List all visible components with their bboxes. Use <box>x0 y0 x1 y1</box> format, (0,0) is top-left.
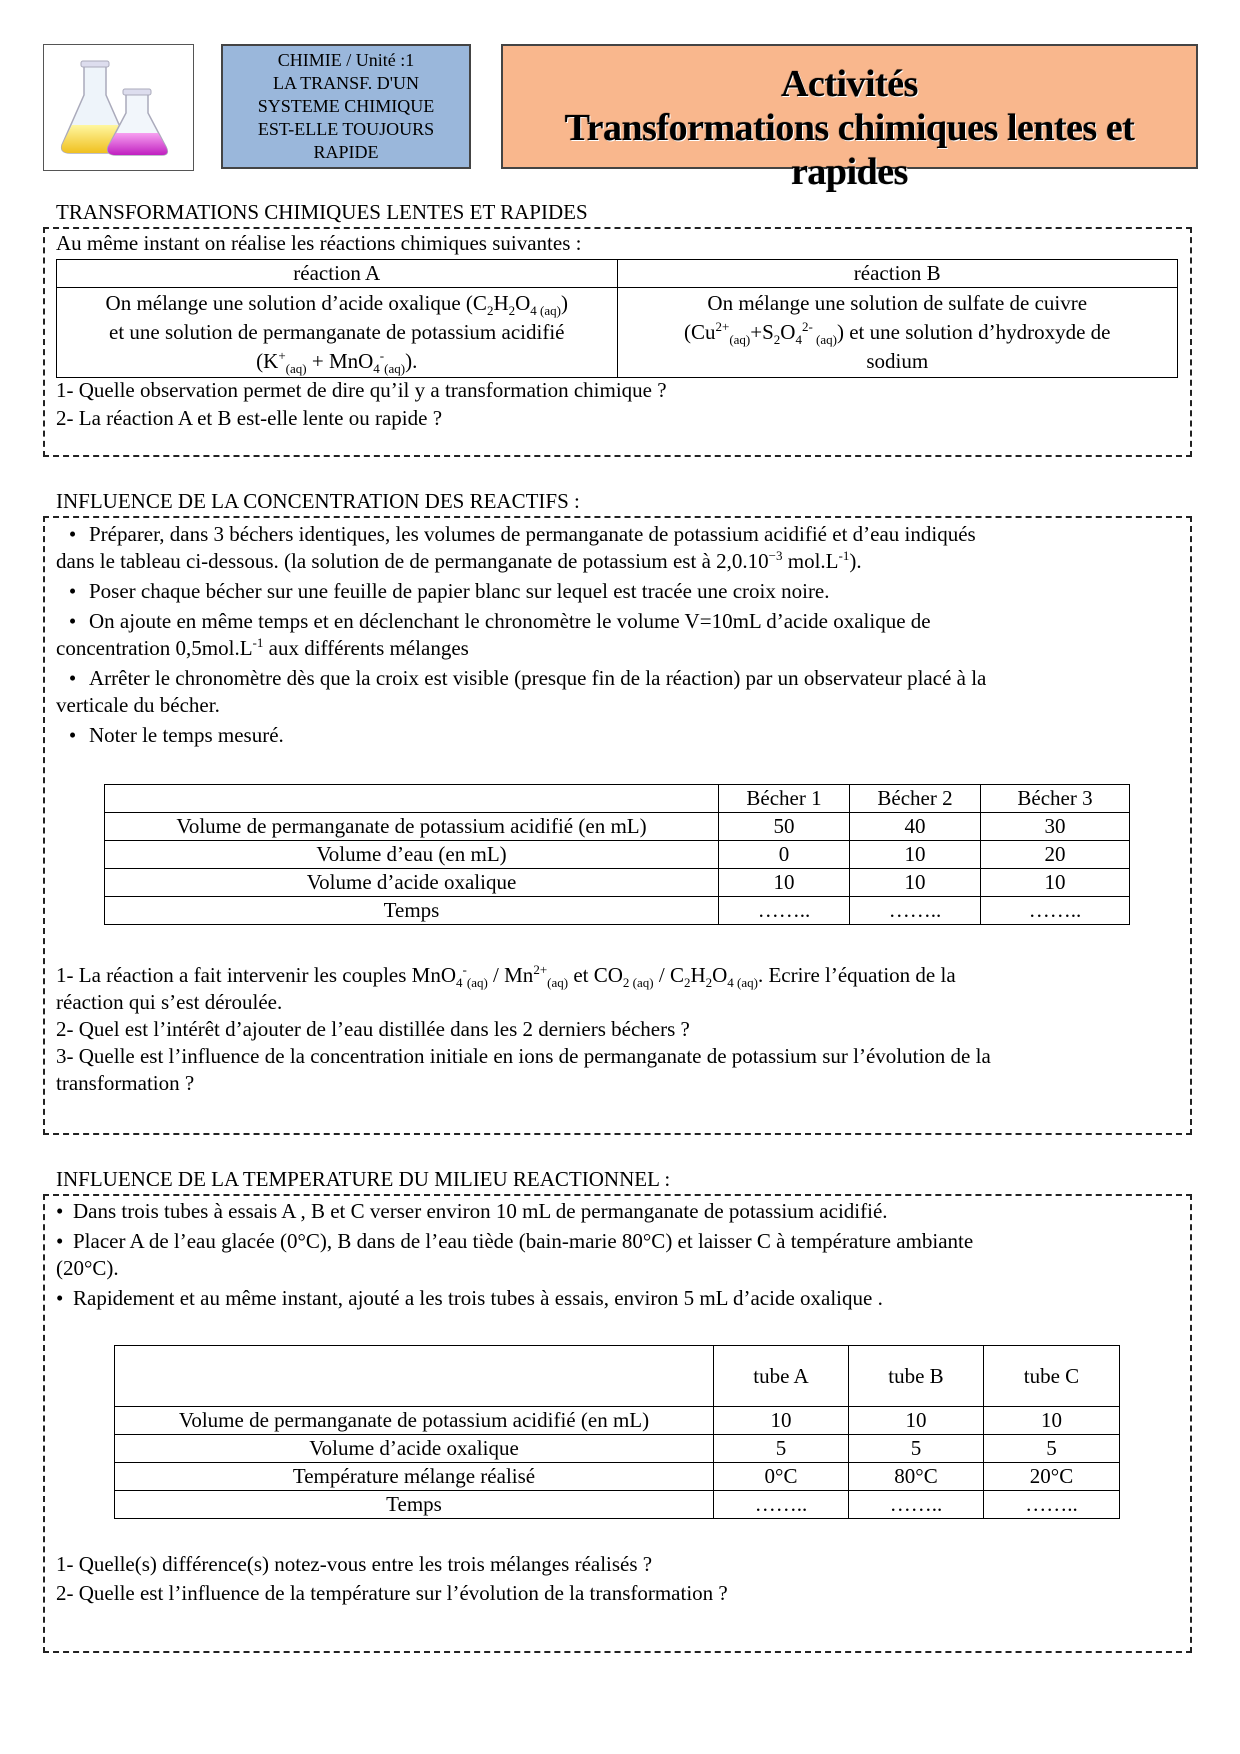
bullet-item: • Arrêter le chronomètre dès que la croix est visible (presque fin de la réaction) par un observateur placé à la <box>68 666 987 690</box>
unit-line: RAPIDE <box>313 142 379 162</box>
table-cell: tube A <box>714 1346 849 1407</box>
bullet-item-cont: verticale du bécher. <box>56 693 220 717</box>
table-cell: Volume d’eau (en mL) <box>105 841 719 869</box>
table-row <box>105 785 1130 813</box>
section2-question-1: 1- La réaction a fait intervenir les couples $MnO_4^-_{(aq)} / Mn^{2+}_{(aq)}$ et $CO_{2 (aq)} / C_2H_2O_{4 (aq)}$. Ecrire l’équation de la <box>56 962 956 991</box>
table-row <box>105 869 1130 897</box>
reaction-b-header: réaction B <box>617 260 1178 288</box>
bullet-item-cont: dans le tableau ci-dessous. (la solution de de permanganate de potassium est à $2,0.10^{-3}$ $mol.L^{-1}$). <box>56 548 862 573</box>
table-cell: 0 <box>719 841 850 869</box>
table-cell: …….. <box>984 1491 1120 1519</box>
page-subtitle: Transformations chimiques lentes et rapides <box>564 107 1135 193</box>
table-cell: Température mélange réalisé <box>115 1463 714 1491</box>
section2-bullets <box>56 521 1186 749</box>
section2-questions <box>56 962 1186 1097</box>
section3-title: INFLUENCE DE LA TEMPERATURE DU MILIEU REACTIONNEL : <box>56 1167 671 1191</box>
section2-question-1-cont: réaction qui s’est déroulée. <box>56 990 283 1014</box>
table-cell: …….. <box>850 897 981 925</box>
table-cell: Temps <box>115 1491 714 1519</box>
table-cell: 5 <box>849 1435 984 1463</box>
table-cell: …….. <box>714 1491 849 1519</box>
table-cell <box>105 785 719 813</box>
bullet-item: • Noter le temps mesuré. <box>68 723 284 747</box>
bullet-item: • Dans trois tubes à essais A , B et C verser environ 10 mL de permanganate de potassium acidifié. <box>56 1199 888 1223</box>
section1-question-2: 2- La réaction A et B est-elle lente ou rapide ? <box>56 406 443 430</box>
bullet-item-cont: concentration $0,5mol.L^{-1}$ aux différents mélanges <box>56 635 469 660</box>
unit-label-box <box>221 44 471 169</box>
table-row <box>115 1346 1120 1407</box>
reaction-b-description: On mélange une solution de sulfate de cuivre ($Cu^{2+}_{(aq)}+S_2O_4^{2-}$ $_{(aq)}$) et une solution d’hydroxyde de sodium <box>617 288 1178 378</box>
table-cell: Bécher 1 <box>719 785 850 813</box>
beakers-table <box>104 784 1130 925</box>
reaction-a-description: On mélange une solution d’acide oxalique $(C_2H_2O_{4 (aq)})$ et une solution de permanganate de potassium acidifié $(K^+_{(aq)} + MnO_4^-_{(aq)})$. <box>57 288 618 378</box>
section2-question-2: 2- Quel est l’intérêt d’ajouter de l’eau distillée dans les 2 derniers béchers ? <box>56 1017 690 1041</box>
table-cell: Volume de permanganate de potassium acidifié (en mL) <box>115 1407 714 1435</box>
table-cell: 10 <box>984 1407 1120 1435</box>
table-cell: 10 <box>981 869 1130 897</box>
table-cell: 5 <box>714 1435 849 1463</box>
table-row <box>105 897 1130 925</box>
bullet-item: • Préparer, dans 3 béchers identiques, les volumes de permanganate de potassium acidifié et d’eau indiqués <box>68 522 976 546</box>
unit-line: LA TRANSF. D'UN <box>273 73 419 93</box>
table-cell: Volume d’acide oxalique <box>105 869 719 897</box>
table-cell: 10 <box>719 869 850 897</box>
table-row <box>115 1435 1120 1463</box>
section2-title: INFLUENCE DE LA CONCENTRATION DES REACTIFS : <box>56 489 580 513</box>
table-cell: Temps <box>105 897 719 925</box>
table-cell: Bécher 2 <box>850 785 981 813</box>
table-row <box>105 841 1130 869</box>
bullet-item: • Rapidement et au même instant, ajouté a les trois tubes à essais, environ 5 mL d’acide oxalique . <box>56 1286 883 1310</box>
section3-question-1: 1- Quelle(s) différence(s) notez-vous entre les trois mélanges réalisés ? <box>56 1552 653 1576</box>
flask-logo <box>43 44 194 171</box>
section1-title: TRANSFORMATIONS CHIMIQUES LENTES ET RAPIDES <box>56 200 588 224</box>
table-cell: 40 <box>850 813 981 841</box>
table-cell: 10 <box>849 1407 984 1435</box>
chemistry-flasks-icon <box>44 45 193 170</box>
table-cell: 30 <box>981 813 1130 841</box>
reaction-a-header: réaction A <box>57 260 618 288</box>
table-cell: 10 <box>714 1407 849 1435</box>
table-cell <box>115 1346 714 1407</box>
unit-line: SYSTEME CHIMIQUE <box>257 96 435 116</box>
section3-question-2: 2- Quelle est l’influence de la température sur l’évolution de la transformation ? <box>56 1581 728 1605</box>
unit-line: EST-ELLE TOUJOURS <box>257 119 435 139</box>
table-cell: …….. <box>849 1491 984 1519</box>
table-row <box>105 813 1130 841</box>
table-row <box>115 1463 1120 1491</box>
table-cell: Volume de permanganate de potassium acidifié (en mL) <box>105 813 719 841</box>
table-cell: …….. <box>719 897 850 925</box>
table-row <box>115 1407 1120 1435</box>
unit-line: CHIMIE / Unité :1 <box>277 50 415 70</box>
table-cell: Volume d’acide oxalique <box>115 1435 714 1463</box>
table-cell: 20°C <box>984 1463 1120 1491</box>
table-cell: tube C <box>984 1346 1120 1407</box>
page-title-box <box>501 44 1198 193</box>
table-row <box>115 1491 1120 1519</box>
table-cell: 10 <box>850 869 981 897</box>
table-cell: tube B <box>849 1346 984 1407</box>
bullet-item: • Placer A de l’eau glacée (0°C), B dans de l’eau tiède (bain-marie 80°C) et laisser C à température ambiante <box>56 1229 974 1253</box>
table-cell: Bécher 3 <box>981 785 1130 813</box>
bullet-item-cont: (20°C). <box>56 1256 119 1280</box>
section2-question-3: 3- Quelle est l’influence de la concentration initiale en ions de permanganate de potassium sur l’évolution de la <box>56 1044 991 1068</box>
table-cell: …….. <box>981 897 1130 925</box>
table-cell: 10 <box>850 841 981 869</box>
table-cell: 5 <box>984 1435 1120 1463</box>
section1-question-1: 1- Quelle observation permet de dire qu’il y a transformation chimique ? <box>56 378 667 402</box>
reactions-table <box>56 259 1178 378</box>
table-cell: 50 <box>719 813 850 841</box>
section1-intro: Au même instant on réalise les réactions chimiques suivantes : <box>56 231 582 255</box>
section3-bullets <box>56 1198 1186 1312</box>
table-cell: 0°C <box>714 1463 849 1491</box>
page-title: Activités <box>781 63 918 105</box>
bullet-item: • On ajoute en même temps et en déclenchant le chronomètre le volume V=10mL d’acide oxalique de <box>68 609 931 633</box>
table-cell: 20 <box>981 841 1130 869</box>
bullet-item: • Poser chaque bécher sur une feuille de papier blanc sur lequel est tracée une croix noire. <box>68 579 830 603</box>
tubes-table <box>114 1345 1120 1519</box>
table-cell: 80°C <box>849 1463 984 1491</box>
section2-question-3-cont: transformation ? <box>56 1071 195 1095</box>
